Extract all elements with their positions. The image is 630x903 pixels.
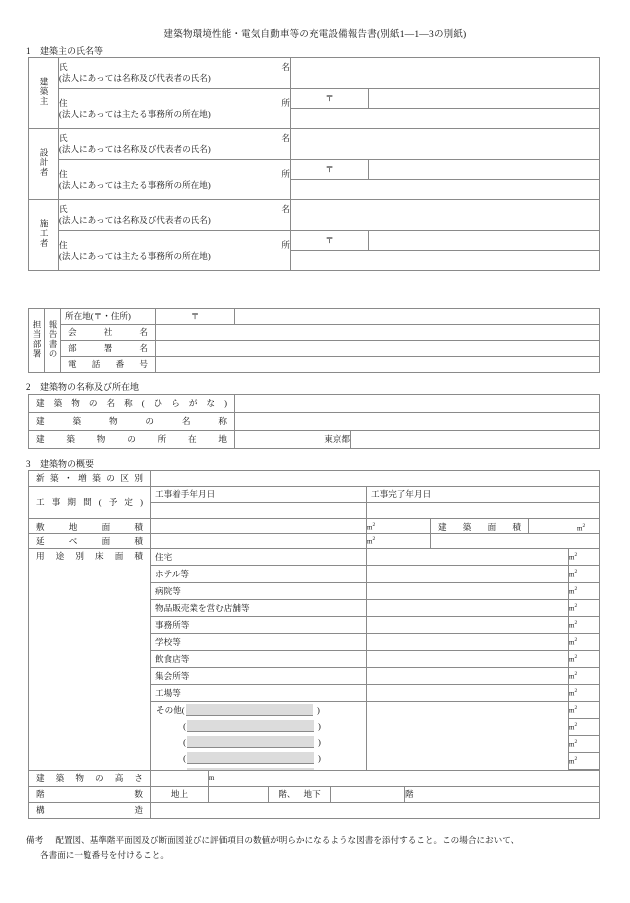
contact-phone-input[interactable] — [156, 357, 600, 373]
structure-label: 構造 — [29, 803, 151, 819]
use-row-4-unit: $m^2$ — [569, 617, 600, 634]
contact-postal-symbol: 〒 — [156, 309, 235, 325]
new-or-extension-input[interactable] — [151, 471, 600, 487]
party-1-vertical-label: 設計者 — [39, 148, 49, 178]
use-row-5-input[interactable] — [367, 634, 569, 651]
other-use-row-0-suffix: ) — [317, 704, 320, 715]
remarks-note — [26, 833, 616, 863]
owner-designer-builder-table — [28, 57, 600, 271]
other-use-row-3-unit: $m^2$ — [569, 753, 600, 770]
contact-vertical-label-left: 担当部署 — [32, 319, 42, 359]
party-0-name-input[interactable] — [291, 58, 600, 89]
building-location-input[interactable] — [351, 431, 600, 449]
party-2-address-label — [59, 231, 291, 271]
party-1-address-label-line1: 住 所 — [59, 168, 290, 179]
party-0-address-label — [59, 89, 291, 129]
building-name-input[interactable] — [235, 413, 600, 431]
party-2-address-label-line2: (法人にあっては主たる事務所の所在地) — [59, 250, 211, 261]
use-row-7-label: 集会所等 — [151, 668, 367, 685]
party-0-postal-input[interactable] — [369, 89, 600, 109]
party-1-name-input[interactable] — [291, 129, 600, 160]
party-1-name-label — [59, 129, 291, 160]
contact-vertical-label-left-cell — [29, 309, 45, 373]
other-use-row-2-input[interactable] — [187, 736, 314, 748]
new-or-extension-label: 新築・増築の区別 — [29, 471, 151, 487]
other-use-row-2-prefix: ( — [183, 736, 186, 747]
party-1-postal-symbol: 〒 — [291, 160, 369, 180]
table-row — [29, 771, 600, 787]
use-row-6-label: 飲食店等 — [151, 651, 367, 668]
use-row-0-input[interactable] — [367, 549, 569, 566]
party-0-vertical-label-cell — [29, 58, 59, 129]
construction-start-label: 工事着手年月日 — [151, 487, 367, 503]
other-use-row-0 — [151, 702, 366, 718]
floor-area-by-use-label: 用途別床面積 — [29, 549, 151, 787]
building-name-label: 建築物の名称 — [29, 413, 235, 431]
other-use-row-2 — [151, 734, 366, 750]
building-kana-name-label: 建築物の名称(ひらがな) — [29, 395, 235, 413]
party-0-postal-symbol: 〒 — [291, 89, 369, 109]
other-use-row-0-unit: $m^2$ — [569, 702, 600, 719]
table-row — [29, 325, 600, 341]
floor-area-by-use-table — [28, 548, 600, 787]
section-2-title: 建築物の名称及び所在地 — [40, 382, 140, 392]
section-1-number: 1 — [26, 46, 31, 56]
party-1-address-label-line2: (法人にあっては主たる事務所の所在地) — [59, 179, 211, 190]
floors-above-unit-and-below-label: 階、 地下 — [269, 787, 331, 803]
party-0-address-label-line1: 住 所 — [59, 97, 290, 108]
party-1-address-label — [59, 160, 291, 200]
floors-above-input[interactable] — [209, 787, 269, 803]
party-2-name-label-line1: 氏 名 — [59, 204, 290, 215]
contact-vertical-label-right: 報告書の — [48, 319, 58, 359]
use-row-8-input[interactable] — [367, 685, 569, 702]
table-row — [29, 395, 600, 413]
use-row-6-input[interactable] — [367, 651, 569, 668]
table-row — [29, 231, 600, 251]
use-row-5-unit: $m^2$ — [569, 634, 600, 651]
contact-phone-label: 電話番号 — [61, 357, 156, 373]
use-row-3-label: 物品販売業を営む店舗等 — [151, 600, 367, 617]
table-row — [29, 549, 600, 566]
other-use-row-1-prefix: ( — [183, 720, 186, 731]
remarks-text-1: 配置図、基準階平面図及び断面図並びに評価項目の数値が明らかになるような図書を添付すること。この場合において、 — [55, 835, 520, 845]
party-2-vertical-label: 施工者 — [39, 219, 49, 249]
other-use-row-2-suffix: ) — [318, 736, 321, 747]
party-2-postal-input[interactable] — [369, 231, 600, 251]
party-2-name-label-line2: (法人にあっては名称及び代表者の氏名) — [59, 215, 211, 225]
floors-label: 階数 — [29, 787, 151, 803]
building-height-unit: m — [209, 771, 600, 787]
party-0-name-label-line2: (法人にあっては名称及び代表者の氏名) — [59, 73, 211, 83]
table-row — [29, 357, 600, 373]
floors-above-label: 地上 — [151, 787, 209, 803]
party-1-name-label-line1: 氏 名 — [59, 133, 290, 144]
table-row — [29, 803, 600, 819]
party-1-postal-input[interactable] — [369, 160, 600, 180]
report-contact-department-table — [28, 308, 600, 373]
section-3-title: 建築物の概要 — [40, 459, 95, 469]
section-1-heading — [26, 44, 103, 57]
section-2-heading — [26, 380, 139, 393]
section-1-title: 建築主の氏名等 — [40, 46, 104, 56]
building-name-location-table — [28, 394, 600, 449]
site-area-unit: $m^2$ — [367, 519, 431, 536]
party-2-vertical-label-cell — [29, 200, 59, 271]
building-location-prefecture: 東京都 — [235, 431, 351, 449]
other-use-row-0-prefix: その他( — [156, 704, 185, 715]
party-2-address-input[interactable] — [291, 251, 600, 271]
height-floors-structure-table — [28, 770, 600, 819]
construction-period-label: 工事期間(予定) — [29, 487, 151, 519]
use-row-1-unit: $m^2$ — [569, 566, 600, 583]
total-floor-area-unit: $m^2$ — [367, 534, 431, 550]
table-row — [29, 487, 600, 503]
use-row-2-label: 病院等 — [151, 583, 367, 600]
use-row-8-unit: $m^2$ — [569, 685, 600, 702]
remarks-label: 備考 — [26, 835, 44, 845]
building-kana-name-input[interactable] — [235, 395, 600, 413]
total-floor-area-label: 延べ面積 — [29, 534, 151, 550]
table-row — [29, 129, 600, 160]
construction-end-label: 工事完了年月日 — [367, 487, 600, 503]
party-0-vertical-label: 建築主 — [39, 77, 49, 107]
other-use-row-1-input[interactable] — [187, 720, 314, 732]
contact-company-input[interactable] — [156, 325, 600, 341]
use-row-0-unit: $m^2$ — [569, 549, 600, 566]
other-use-row-1-suffix: ) — [318, 720, 321, 731]
party-0-address-label-line2: (法人にあっては主たる事務所の所在地) — [59, 108, 211, 119]
section-3-number: 3 — [26, 459, 31, 469]
building-outline-table — [28, 470, 600, 537]
party-1-name-label-line2: (法人にあっては名称及び代表者の氏名) — [59, 144, 211, 154]
building-height-input[interactable] — [151, 771, 209, 787]
party-1-address-input[interactable] — [291, 180, 600, 200]
party-1-vertical-label-cell — [29, 129, 59, 200]
table-row — [29, 200, 600, 231]
table-row — [29, 58, 600, 89]
party-0-name-label — [59, 58, 291, 89]
remarks-line-1 — [26, 833, 616, 848]
building-location-label: 建築物の所在地 — [29, 431, 235, 449]
table-row — [29, 471, 600, 487]
use-row-1-input[interactable] — [367, 566, 569, 583]
table-row — [29, 160, 600, 180]
contact-company-label: 会社名 — [61, 325, 156, 341]
party-2-name-input[interactable] — [291, 200, 600, 231]
other-use-row-3 — [151, 750, 366, 766]
use-row-4-label: 事務所等 — [151, 617, 367, 634]
floors-below-input[interactable] — [331, 787, 405, 803]
other-use-row-1 — [151, 718, 366, 734]
use-row-8-label: 工場等 — [151, 685, 367, 702]
use-row-5-label: 学校等 — [151, 634, 367, 651]
use-row-6-unit: $m^2$ — [569, 651, 600, 668]
other-use-row-3-suffix: ) — [318, 752, 321, 763]
table-row — [29, 787, 600, 803]
table-row — [29, 413, 600, 431]
table-row — [29, 341, 600, 357]
use-row-2-input[interactable] — [367, 583, 569, 600]
use-row-3-unit: $m^2$ — [569, 600, 600, 617]
other-use-row-2-unit: $m^2$ — [569, 736, 600, 753]
other-use-row-0-input[interactable] — [186, 704, 313, 716]
building-area-unit: $m^2$ — [577, 523, 586, 533]
construction-end-input[interactable] — [367, 503, 600, 519]
floors-below-unit: 階 — [405, 787, 600, 803]
building-area-label: 建築面積 — [431, 519, 529, 536]
table-row — [29, 309, 600, 325]
party-0-address-input[interactable] — [291, 109, 600, 129]
section-2-number: 2 — [26, 382, 31, 392]
contact-vertical-label-right-cell — [45, 309, 61, 373]
party-0-name-label-line1: 氏 名 — [59, 62, 290, 73]
contact-address-label: 所在地(〒・住所) — [61, 309, 156, 325]
contact-department-input[interactable] — [156, 341, 600, 357]
remarks-line-2: 各書面に一覧番号を付けること。 — [40, 850, 169, 861]
contact-address-input[interactable] — [235, 309, 600, 325]
page-title: 建築物環境性能・電気自動車等の充電設備報告書(別紙1―1―3の別紙) — [163, 30, 467, 40]
structure-input[interactable] — [151, 803, 600, 819]
table-row — [29, 431, 600, 449]
party-2-postal-symbol: 〒 — [291, 231, 369, 251]
use-row-3-input[interactable] — [367, 600, 569, 617]
use-row-0-label: 住宅 — [151, 549, 367, 566]
construction-start-input[interactable] — [151, 503, 367, 519]
use-row-2-unit: $m^2$ — [569, 583, 600, 600]
use-row-7-unit: $m^2$ — [569, 668, 600, 685]
party-2-name-label — [59, 200, 291, 231]
use-row-4-input[interactable] — [367, 617, 569, 634]
table-row — [29, 89, 600, 109]
other-use-row-3-input[interactable] — [187, 752, 314, 764]
other-use-row-3-prefix: ( — [183, 752, 186, 763]
section-3-heading — [26, 457, 94, 470]
use-row-7-input[interactable] — [367, 668, 569, 685]
other-use-row-1-unit: $m^2$ — [569, 719, 600, 736]
site-area-label: 敷地面積 — [29, 519, 151, 536]
contact-department-label: 部署名 — [61, 341, 156, 357]
use-row-1-label: ホテル等 — [151, 566, 367, 583]
party-2-address-label-line1: 住 所 — [59, 239, 290, 250]
building-height-label: 建築物の高さ — [29, 771, 151, 787]
